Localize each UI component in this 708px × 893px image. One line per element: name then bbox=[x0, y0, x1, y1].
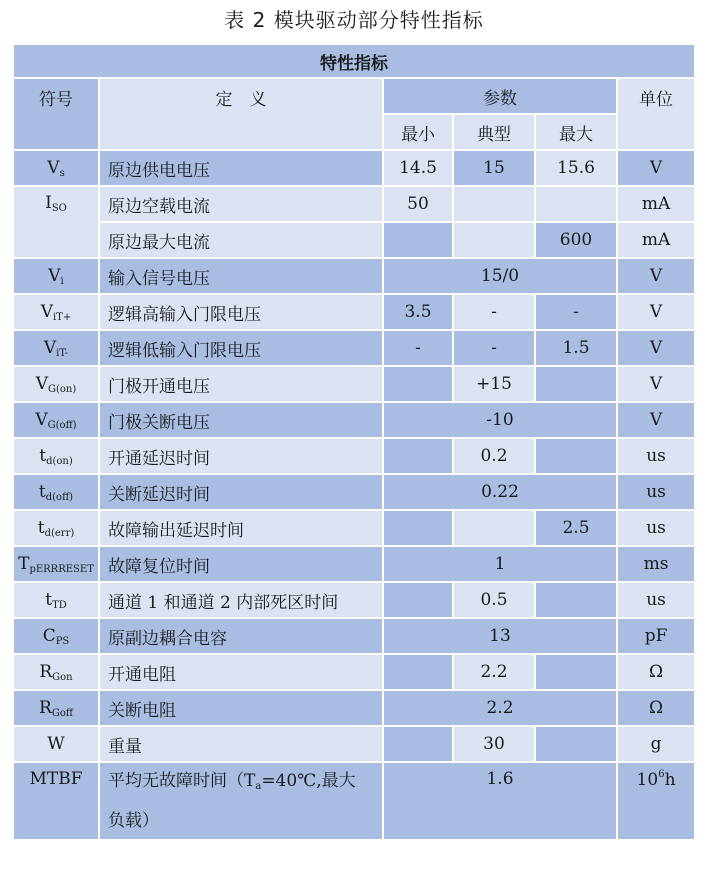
max-cell: 600 bbox=[536, 223, 616, 257]
header-parameters: 参数 bbox=[384, 79, 616, 113]
max-cell bbox=[536, 583, 616, 617]
symbol-cell: $R_{Gon}$ bbox=[14, 655, 98, 689]
table-row bbox=[14, 511, 694, 545]
table-title: 特性指标 bbox=[14, 45, 694, 77]
unit-cell: V bbox=[618, 331, 694, 365]
table-row bbox=[14, 331, 694, 365]
table-row bbox=[14, 439, 694, 473]
table-row bbox=[14, 403, 694, 437]
unit-cell: g bbox=[618, 727, 694, 761]
max-cell: 1.5 bbox=[536, 331, 616, 365]
unit-cell: $10^6h$ bbox=[618, 763, 694, 839]
unit-cell: V bbox=[618, 403, 694, 437]
min-cell: 3.5 bbox=[384, 295, 452, 329]
symbol-cell: $V_{G(on)}$ bbox=[14, 367, 98, 401]
definition-cell: 故障复位时间 bbox=[100, 547, 382, 581]
value-cell: 13 bbox=[384, 619, 616, 653]
unit-cell: pF bbox=[618, 619, 694, 653]
min-cell: - bbox=[384, 331, 452, 365]
symbol-cell: $V_s$ bbox=[14, 151, 98, 185]
definition-cell: 开通电阻 bbox=[100, 655, 382, 689]
min-cell bbox=[384, 727, 452, 761]
min-cell bbox=[384, 655, 452, 689]
min-cell bbox=[384, 223, 452, 257]
characteristics-table bbox=[12, 43, 696, 841]
definition-cell: 逻辑高输入门限电压 bbox=[100, 295, 382, 329]
definition-cell: 原副边耦合电容 bbox=[100, 619, 382, 653]
definition-cell: 输入信号电压 bbox=[100, 259, 382, 293]
unit-cell: us bbox=[618, 475, 694, 509]
definition-cell: 故障输出延迟时间 bbox=[100, 511, 382, 545]
header-max: 最大 bbox=[536, 115, 616, 149]
header-definition: 定 义 bbox=[100, 79, 382, 149]
definition-cell: 关断延迟时间 bbox=[100, 475, 382, 509]
table-row bbox=[14, 691, 694, 725]
value-cell: 2.2 bbox=[384, 691, 616, 725]
table-row bbox=[14, 151, 694, 185]
definition-cell: 逻辑低输入门限电压 bbox=[100, 331, 382, 365]
value-cell: 50 bbox=[384, 187, 452, 221]
header-symbol: 符号 bbox=[14, 79, 98, 149]
definition-cell: 原边供电电压 bbox=[100, 151, 382, 185]
max-cell: 15.6 bbox=[536, 151, 616, 185]
table-row bbox=[14, 223, 694, 257]
table-caption: 表 2 模块驱动部分特性指标 bbox=[224, 8, 484, 32]
symbol-cell: $V_{G(off)}$ bbox=[14, 403, 98, 437]
typ-cell: - bbox=[454, 331, 534, 365]
definition-cell: 通道 1 和通道 2 内部死区时间 bbox=[100, 583, 382, 617]
definition-cell: 门极开通电压 bbox=[100, 367, 382, 401]
header-unit: 单位 bbox=[618, 79, 694, 149]
value-cell: 1.6 bbox=[384, 763, 616, 839]
typ-cell: - bbox=[454, 295, 534, 329]
unit-cell: V bbox=[618, 151, 694, 185]
table-row bbox=[14, 295, 694, 329]
min-cell bbox=[384, 367, 452, 401]
min-cell bbox=[384, 439, 452, 473]
symbol-cell: MTBF bbox=[14, 763, 98, 839]
header-typ: 典型 bbox=[454, 115, 534, 149]
unit-cell: V bbox=[618, 367, 694, 401]
table-row bbox=[14, 187, 694, 221]
definition-cell: 关断电阻 bbox=[100, 691, 382, 725]
typ-cell: 30 bbox=[454, 727, 534, 761]
symbol-cell: $t_{TD}$ bbox=[14, 583, 98, 617]
symbol-cell: $R_{Goff}$ bbox=[14, 691, 98, 725]
table-row bbox=[14, 547, 694, 581]
table-row bbox=[14, 475, 694, 509]
symbol-cell: $t_{d(off)}$ bbox=[14, 475, 98, 509]
table-row bbox=[14, 727, 694, 761]
unit-cell: us bbox=[618, 439, 694, 473]
unit-cell: Ω bbox=[618, 691, 694, 725]
value-cell: 1 bbox=[384, 547, 616, 581]
unit-cell: mA bbox=[618, 187, 694, 221]
typ-cell: +15 bbox=[454, 367, 534, 401]
typ-cell bbox=[454, 187, 534, 221]
value-cell: 15/0 bbox=[384, 259, 616, 293]
table-row bbox=[14, 259, 694, 293]
typ-cell: 15 bbox=[454, 151, 534, 185]
max-cell bbox=[536, 367, 616, 401]
unit-cell: mA bbox=[618, 223, 694, 257]
definition-cell: 平均无故障时间（$T_a=40℃$,最大 负载） bbox=[100, 763, 382, 839]
typ-cell: 0.2 bbox=[454, 439, 534, 473]
table-row bbox=[14, 367, 694, 401]
table-row bbox=[14, 619, 694, 653]
unit-cell: us bbox=[618, 583, 694, 617]
unit-cell: Ω bbox=[618, 655, 694, 689]
min-cell bbox=[384, 511, 452, 545]
max-cell: 2.5 bbox=[536, 511, 616, 545]
value-cell: -10 bbox=[384, 403, 616, 437]
table-row bbox=[14, 583, 694, 617]
definition-cell: 原边空载电流 bbox=[100, 187, 382, 221]
typ-cell bbox=[454, 223, 534, 257]
symbol-cell: $V_{iT+}$ bbox=[14, 295, 98, 329]
min-cell bbox=[384, 583, 452, 617]
typ-cell: 0.5 bbox=[454, 583, 534, 617]
symbol-cell: $I_{SO}$ bbox=[14, 187, 98, 257]
symbol-cell: W bbox=[14, 727, 98, 761]
symbol-cell: $T_{pERRRESET}$ bbox=[14, 547, 98, 581]
typ-cell: 2.2 bbox=[454, 655, 534, 689]
max-cell: - bbox=[536, 295, 616, 329]
symbol-cell: $V_i$ bbox=[14, 259, 98, 293]
unit-cell: V bbox=[618, 295, 694, 329]
max-cell bbox=[536, 655, 616, 689]
table-row bbox=[14, 655, 694, 689]
value-cell: 0.22 bbox=[384, 475, 616, 509]
definition-cell: 门极关断电压 bbox=[100, 403, 382, 437]
max-cell bbox=[536, 187, 616, 221]
max-cell bbox=[536, 727, 616, 761]
table-row bbox=[14, 763, 694, 839]
unit-cell: us bbox=[618, 511, 694, 545]
symbol-cell: $t_{d(on)}$ bbox=[14, 439, 98, 473]
unit-cell: ms bbox=[618, 547, 694, 581]
definition-cell: 开通延迟时间 bbox=[100, 439, 382, 473]
definition-cell: 原边最大电流 bbox=[100, 223, 382, 257]
definition-cell: 重量 bbox=[100, 727, 382, 761]
unit-cell: V bbox=[618, 259, 694, 293]
typ-cell bbox=[454, 511, 534, 545]
max-cell bbox=[536, 439, 616, 473]
min-cell: 14.5 bbox=[384, 151, 452, 185]
header-min: 最小 bbox=[384, 115, 452, 149]
symbol-cell: $V_{iT-}$ bbox=[14, 331, 98, 365]
symbol-cell: $C_{PS}$ bbox=[14, 619, 98, 653]
symbol-cell: $t_{d(err)}$ bbox=[14, 511, 98, 545]
